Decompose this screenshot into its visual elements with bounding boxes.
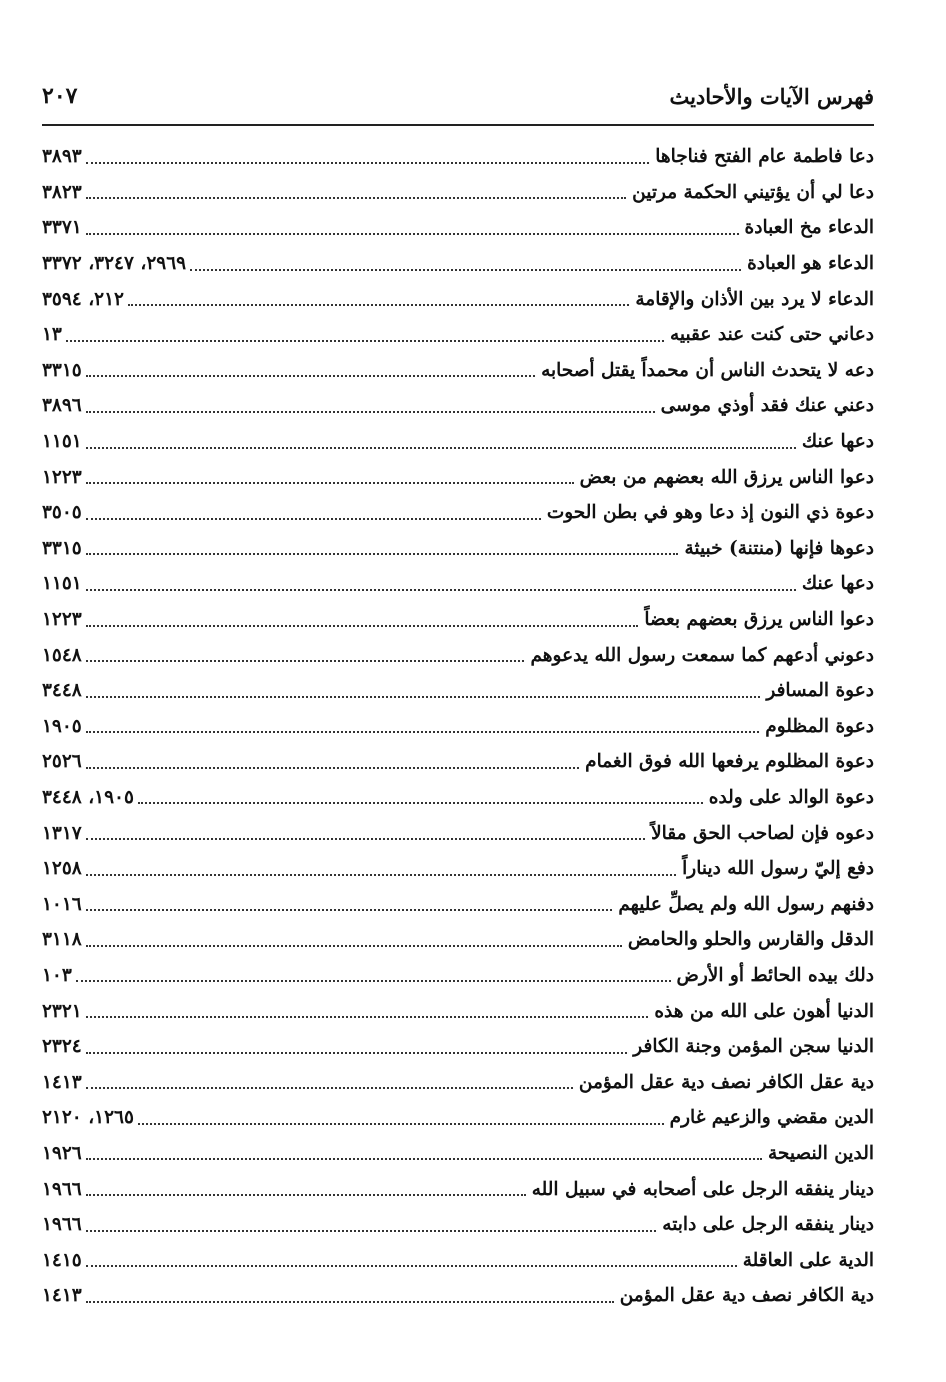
- index-entry: [42, 958, 874, 994]
- index-entry: [42, 1136, 874, 1172]
- dot-leader: [86, 1265, 737, 1267]
- entry-references: ١٤١٥: [42, 1249, 82, 1271]
- header-rule: [42, 124, 874, 126]
- index-entry: [42, 780, 874, 816]
- dot-leader: [86, 696, 761, 698]
- index-entry: [42, 709, 874, 745]
- entry-references: ٢٩٦٩، ٣٢٤٧، ٣٣٧٢: [42, 253, 187, 275]
- entry-references: ١٩٦٦: [42, 1178, 82, 1200]
- index-entry: [42, 139, 874, 175]
- entry-references: ١٩٢٦: [42, 1142, 82, 1164]
- dot-leader: [86, 945, 622, 947]
- dot-leader: [86, 909, 613, 911]
- entry-text: دعاني حتى كنت عند عقبيه: [669, 324, 874, 346]
- index-entry: [42, 459, 874, 495]
- entry-text: الدين النصيحة: [767, 1142, 874, 1164]
- entry-text: الدنيا سجن المؤمن وجنة الكافر: [633, 1036, 874, 1058]
- index-entry: [42, 886, 874, 922]
- dot-leader: [128, 304, 629, 306]
- dot-leader: [86, 1301, 614, 1303]
- dot-leader: [66, 340, 664, 342]
- dot-leader: [190, 269, 741, 271]
- entry-text: الدعاء مخ العبادة: [744, 217, 874, 239]
- entry-text: دعه لا يتحدث الناس أن محمداً يقتل أصحابه: [541, 359, 874, 381]
- running-title: فهرس الآيات والأحاديث: [669, 83, 874, 109]
- entry-text: الدنيا أهون على الله من هذه: [654, 1000, 874, 1022]
- entry-text: دعوها فإنها (منتنة) خبيثة: [684, 537, 874, 559]
- dot-leader: [86, 1194, 526, 1196]
- entry-text: الدعاء هو العبادة: [747, 253, 874, 275]
- entry-references: ١١٥١: [42, 431, 82, 453]
- index-entry: [42, 281, 874, 317]
- entry-references: ١١٥١: [42, 573, 82, 595]
- index-entry: [42, 1100, 874, 1136]
- entry-text: دعوة ذي النون إذ دعا وهو في بطن الحوت: [546, 502, 874, 524]
- entry-references: ١٩٦٦: [42, 1214, 82, 1236]
- index-entry: [42, 175, 874, 211]
- entry-text: دعوه فإن لصاحب الحق مقالاً: [651, 822, 874, 844]
- dot-leader: [86, 411, 655, 413]
- dot-leader: [138, 1123, 664, 1125]
- entry-references: ٣١١٨: [42, 929, 82, 951]
- entry-text: الدية على العاقلة: [742, 1249, 874, 1271]
- entry-text: دلك بيده الحائط أو الأرض: [676, 964, 874, 986]
- dot-leader: [86, 1158, 762, 1160]
- entry-references: ١٠١٦: [42, 893, 82, 915]
- index-entry: [42, 1064, 874, 1100]
- entry-references: ٢٣٢٤: [42, 1036, 82, 1058]
- entry-references: ٣٣٧١: [42, 217, 82, 239]
- index-entry: [42, 317, 874, 353]
- index-entry: [42, 922, 874, 958]
- dot-leader: [86, 767, 579, 769]
- entry-text: الدعاء لا يرد بين الأذان والإقامة: [635, 288, 874, 310]
- dot-leader: [86, 838, 645, 840]
- index-entry: [42, 424, 874, 460]
- entry-text: دية عقل الكافر نصف دية عقل المؤمن: [578, 1071, 874, 1093]
- dot-leader: [86, 1016, 649, 1018]
- entry-text: دعها عنك: [801, 573, 874, 595]
- entry-references: ١٤١٣: [42, 1285, 82, 1307]
- entry-references: ١٤١٣: [42, 1071, 82, 1093]
- entry-references: ١٩٠٥: [42, 715, 82, 737]
- index-entry: [42, 637, 874, 673]
- dot-leader: [138, 802, 703, 804]
- entry-references: ١٢٢٣: [42, 466, 82, 488]
- index-entry: [42, 246, 874, 282]
- index-entries: [42, 139, 874, 1314]
- entry-text: دفع إليّ رسول الله ديناراً: [682, 858, 874, 880]
- dot-leader: [86, 625, 639, 627]
- dot-leader: [86, 162, 649, 164]
- entry-references: ١٢٦٥، ٢١٢٠: [42, 1107, 134, 1129]
- index-entry: [42, 210, 874, 246]
- index-entry: [42, 993, 874, 1029]
- index-entry: [42, 566, 874, 602]
- entry-text: الدقل والقارس والحلو والحامض: [627, 929, 874, 951]
- dot-leader: [86, 197, 626, 199]
- entry-references: ١٠٣: [42, 964, 72, 986]
- dot-leader: [86, 1230, 657, 1232]
- index-entry: [42, 602, 874, 638]
- dot-leader: [86, 553, 679, 555]
- entry-text: دعها عنك: [801, 431, 874, 453]
- index-entry: [42, 495, 874, 531]
- dot-leader: [86, 233, 739, 235]
- index-entry: [42, 531, 874, 567]
- entry-references: ٣٣١٥: [42, 537, 82, 559]
- dot-leader: [86, 660, 525, 662]
- entry-text: دعوا الناس يرزق بعضهم بعضاً: [644, 609, 874, 631]
- entry-references: ٣٨٩٦: [42, 395, 82, 417]
- entry-text: دينار ينفقه الرجل على أصحابه في سبيل الله: [531, 1178, 874, 1200]
- index-entry: [42, 851, 874, 887]
- entry-references: ١٩٠٥، ٣٤٤٨: [42, 786, 134, 808]
- index-entry: [42, 353, 874, 389]
- entry-references: ٣٤٤٨: [42, 680, 82, 702]
- page-number: ٢٠٧: [42, 83, 78, 109]
- entry-references: ١٢٥٨: [42, 858, 82, 880]
- entry-references: ١٣: [42, 324, 62, 346]
- entry-text: الدين مقضي والزعيم غارم: [669, 1107, 874, 1129]
- entry-text: دفنهم رسول الله ولم يصلِّ عليهم: [618, 893, 874, 915]
- dot-leader: [86, 731, 759, 733]
- entry-references: ٣٨٩٣: [42, 146, 82, 168]
- dot-leader: [86, 1052, 628, 1054]
- dot-leader: [86, 518, 541, 520]
- dot-leader: [86, 482, 574, 484]
- entry-text: دعا لي أن يؤتيني الحكمة مرتين: [632, 181, 874, 203]
- entry-references: ٢١٢، ٣٥٩٤: [42, 288, 124, 310]
- entry-text: دية الكافر نصف دية عقل المؤمن: [619, 1285, 874, 1307]
- entry-references: ٣٥٠٥: [42, 502, 82, 524]
- entry-references: ٢٥٢٦: [42, 751, 82, 773]
- index-entry: [42, 744, 874, 780]
- index-entry: [42, 1029, 874, 1065]
- entry-references: ١٢٢٣: [42, 609, 82, 631]
- index-entry: [42, 1171, 874, 1207]
- entry-references: ١٣١٧: [42, 822, 82, 844]
- page-header: [42, 76, 874, 116]
- dot-leader: [86, 1087, 573, 1089]
- dot-leader: [76, 980, 671, 982]
- dot-leader: [86, 375, 535, 377]
- index-entry: [42, 815, 874, 851]
- entry-text: دعوة المظلوم يرفعها الله فوق الغمام: [585, 751, 874, 773]
- dot-leader: [86, 447, 796, 449]
- index-entry: [42, 673, 874, 709]
- entry-references: ٢٣٢١: [42, 1000, 82, 1022]
- index-entry: [42, 1207, 874, 1243]
- index-entry: [42, 388, 874, 424]
- entry-text: دعوة الوالد على ولده: [708, 786, 874, 808]
- entry-text: دعوني أدعهم كما سمعت رسول الله يدعوهم: [530, 644, 874, 666]
- index-entry: [42, 1278, 874, 1314]
- entry-references: ١٥٤٨: [42, 644, 82, 666]
- entry-text: دعوا الناس يرزق الله بعضهم من بعض: [579, 466, 874, 488]
- dot-leader: [86, 589, 796, 591]
- dot-leader: [86, 874, 676, 876]
- entry-references: ٣٨٢٣: [42, 181, 82, 203]
- entry-text: دينار ينفقه الرجل على دابته: [662, 1214, 874, 1236]
- entry-text: دعني عنك فقد أوذي موسى: [660, 395, 874, 417]
- entry-references: ٣٣١٥: [42, 359, 82, 381]
- entry-text: دعا فاطمة عام الفتح فناجاها: [655, 146, 874, 168]
- index-entry: [42, 1242, 874, 1278]
- entry-text: دعوة المظلوم: [765, 715, 874, 737]
- entry-text: دعوة المسافر: [766, 680, 874, 702]
